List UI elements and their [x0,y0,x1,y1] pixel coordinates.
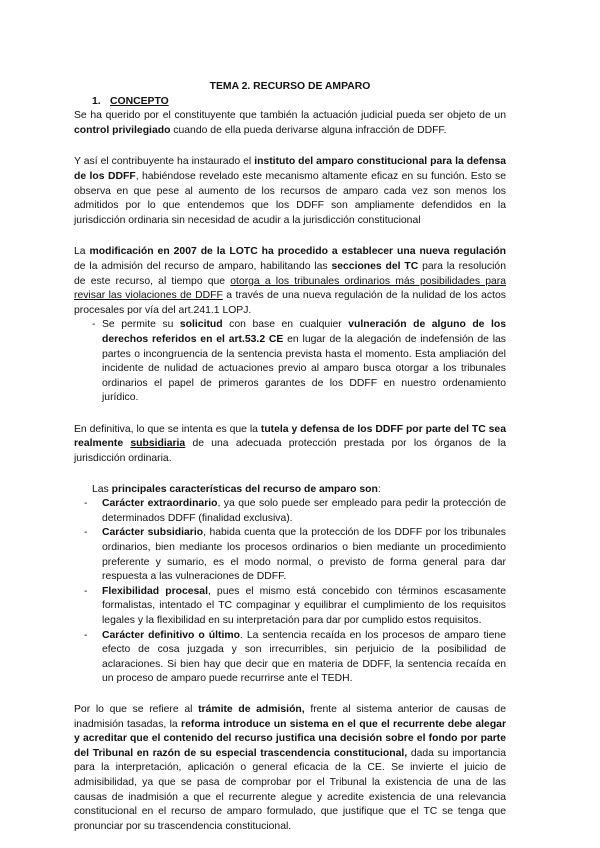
text: Las [92,483,112,495]
bold-text: Carácter subsidiario [102,527,204,539]
text: : [377,483,381,495]
paragraph-modificacion-lotc [74,245,506,318]
text: Y así el contribuyente ha instaurado el [74,156,255,168]
text: a través de una nueva regulación de la nulidad de los actos procesales por vía del art.241.1 LOPJ. [74,290,506,316]
bold-text: secciones del TC [331,260,419,272]
text: Se permite su [102,319,180,331]
underlined-text: otorga a los tribunales ordinarios más posibilidades para revisar las violaciones de DDFF [74,275,506,302]
bold-underlined-text: subsidiaria [130,438,186,450]
bold-text: control privilegiado [74,124,171,136]
dash-bullet: - [84,629,88,641]
paragraph-tramite-admision [74,703,506,834]
text: . La sentencia recaída en los procesos de amparo tiene efecto de cosa juzgada y son irrecurribles, sin perjuicio de la posibilidad de aclaraciones. Si bien hay que decir que en materia de DDFF, la sentencia recaída en un proceso de amparo puede recurrirse ante el TEDH. [102,629,506,685]
bold-text: Carácter definitivo o último [102,629,240,641]
document-body [74,80,506,834]
text: Por lo que se refiere al [74,703,199,715]
bold-text: reforma introduce un sistema en el que el recurrente debe alegar y acreditar que el contenido del recurso justifica una decisión sobre el fondo por parte del Tribunal en razón de su especial trascendencia constitucional, [74,718,506,759]
bold-text: Carácter extraordinario [102,498,218,510]
bold-text: solicitud [179,319,223,331]
bold-text: Flexibilidad procesal [102,585,208,597]
section-heading [92,95,506,110]
text: , habiéndose revelado este mecanismo altamente eficaz en su función. Esto se observa en que pese al aumento de los recursos de amparo cada vez son menos los admitidos por lo que entendemos que los DDFF son ampliamente defendidos en la jurisdicción ordinaria sin necesidad de acudir a la jurisdicción constitucional [74,170,506,226]
text: Se ha querido por el constituyente que también la actuación judicial pueda ser objeto de un [74,110,506,122]
dash-bullet: - [84,585,88,597]
paragraph-en-definitiva [74,423,506,467]
text: de la admisión del recurso de amparo, habilitando las [74,260,332,272]
bold-text: instituto del amparo constitucional para la defensa de los DDFF [74,156,507,182]
bold-text: tutela y defensa de los DDFF por parte del TC sea realmente [74,423,506,450]
dash-bullet: - [84,527,88,539]
text: de una adecuada protección prestada por los órganos de la jurisdicción ordinaria. [74,438,507,465]
text: cuando de ella pueda derivarse alguna infracción de DDFF. [170,124,447,136]
paragraph-instituto-amparo [74,155,506,228]
characteristics-intro [92,483,506,498]
section-number: 1. [92,95,101,107]
list-item-caracter-definitivo [74,629,506,687]
list-item-flexibilidad-procesal [74,585,506,629]
bold-text: principales características del recurso de amparo son [111,483,378,495]
list-item-caracter-extraordinario [74,497,506,526]
document-title: TEMA 2. RECURSO DE AMPARO [209,81,371,92]
dash-bullet: - [84,498,88,510]
text: , ya que solo puede ser empleado para pedir la protección de determinados DDFF (finalidad exclusiva). [102,498,507,524]
list-item-solicitud [92,318,506,406]
paragraph-control-privilegiado [74,109,506,138]
bold-text: modificación en 2007 de la LOTC ha procedido a establecer una nueva regulación [89,246,506,258]
section-label: CONCEPTO [110,95,169,107]
text: para la resolución de este recurso, al tiempo que [74,260,506,287]
text: En definitiva, lo que se intenta es que la [74,423,261,435]
list-item-caracter-subsidiario [74,526,506,584]
dash-bullet: - [92,319,96,331]
text: en lugar de la alegación de indefensión de las partes o incongruencia de la sentencia prevista hasta el momento. Esta ampliación del incidente de nulidad de actuaciones previo al amparo busca otorgar a los tribunales ordinarios el papel de primeros garantes de los DDFF en nuestro ordenamiento jurídico. [102,333,506,404]
text: dada su importancia para la interpretación, aplicación o general eficacia de la CE. Se invierte el juicio de admisibilidad, ya que se pasa de comprobar por el Tribunal la existencia de una de las causas de inadmisión a que el recurrente alegue y acredite existencia de una relevancia constitucional en el recurso de amparo formulado, que justifique que el TC se tenga que pronunciar por su trascendencia constitucional. [74,747,506,832]
text: , pues el mismo está concebido con términos escasamente formalistas, intentado el TC compaginar y equilibrar el cumplimiento de los requisitos legales y la flexibilidad en su interpretación para dar por cumplido estos requisitos. [102,585,506,626]
bold-text: vulneración de alguno de los derechos referidos en el art.53.2 CE [102,319,506,345]
text: , habida cuenta que la protección de los DDFF por los tribunales ordinarios, bien mediante los procesos ordinarios o bien mediante un procedimiento preferente y sumario, es el modo normal, o previsto de forma general para dar respuesta a las vulneraciones de DDFF. [102,527,506,583]
text: La [74,246,90,258]
text: con base en cualquier [222,319,349,331]
bold-text: trámite de admisión, [198,703,305,715]
text: frente al sistema anterior de causas de inadmisión tasadas, la [74,703,506,730]
